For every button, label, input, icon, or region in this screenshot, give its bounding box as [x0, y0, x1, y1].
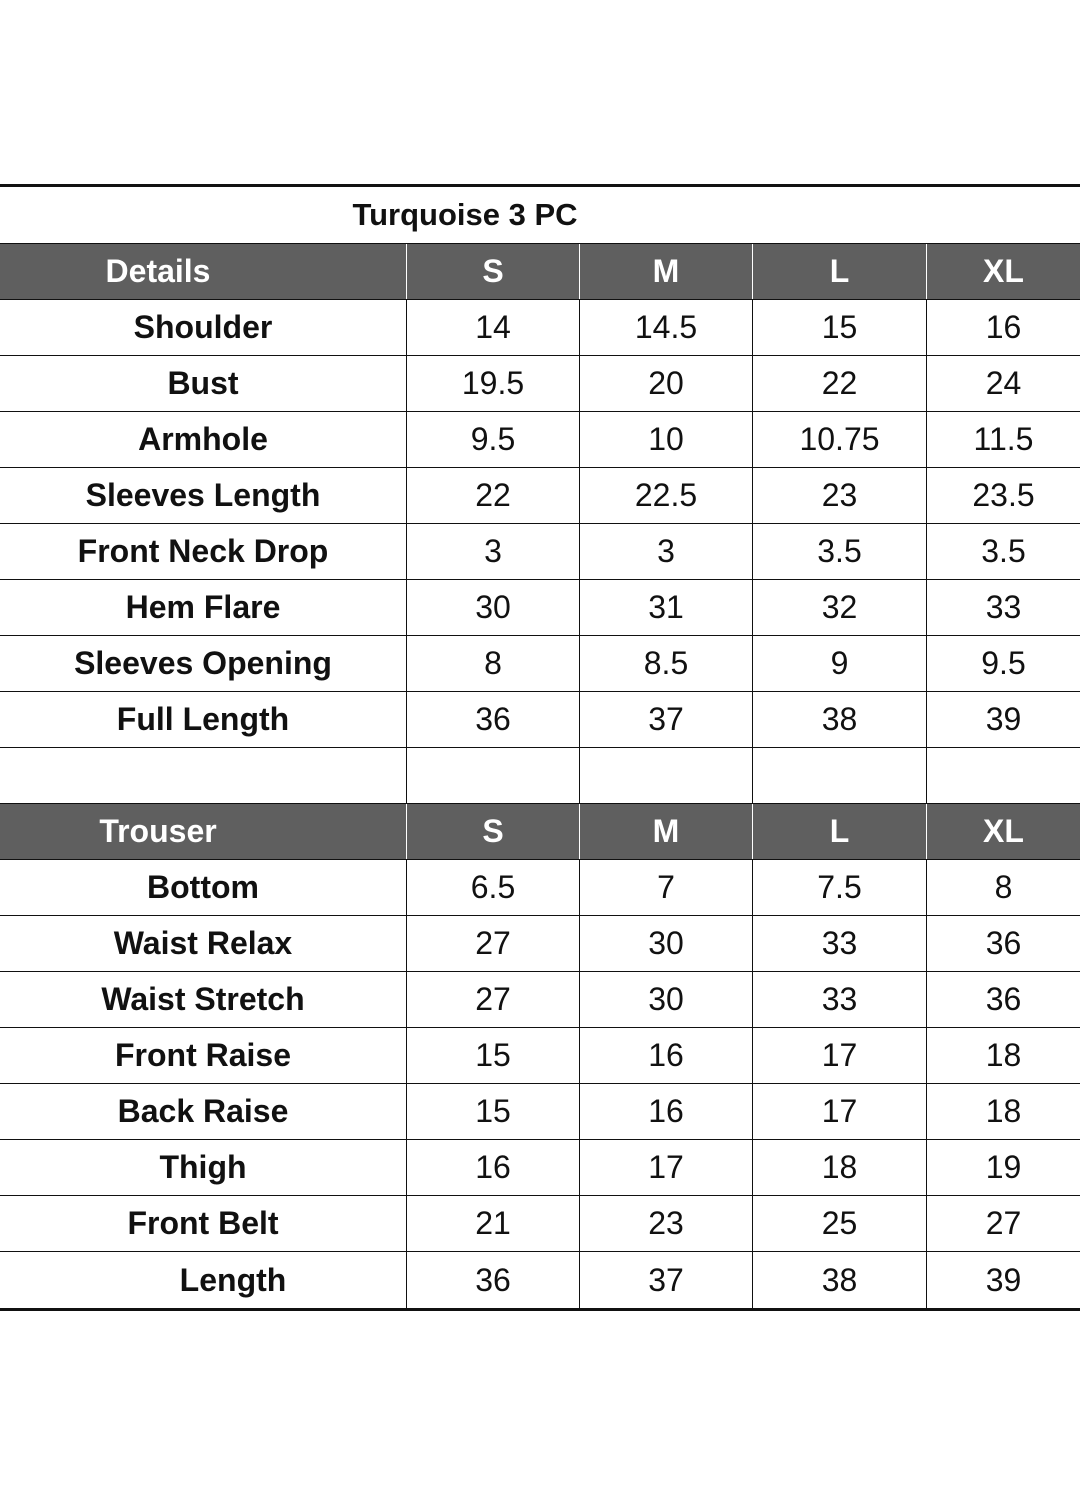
cell-value: 11.5 — [926, 412, 1080, 467]
cell-value: 30 — [579, 972, 752, 1027]
cell-value: 15 — [406, 1084, 579, 1139]
cell-value: 37 — [579, 1252, 752, 1308]
cell-value: 33 — [752, 916, 926, 971]
cell-value: 38 — [752, 692, 926, 747]
cell-value: 17 — [752, 1028, 926, 1083]
table-row — [0, 636, 1080, 692]
row-label: Bust — [167, 365, 239, 401]
table-row — [0, 916, 1080, 972]
cell-value: 15 — [406, 1028, 579, 1083]
spacer-row — [0, 748, 1080, 804]
cell-value: 37 — [579, 692, 752, 747]
cell-value: 16 — [926, 300, 1080, 355]
row-label: Front Belt — [127, 1205, 279, 1241]
row-label: Full Length — [116, 701, 290, 737]
details-header-row — [0, 244, 1080, 300]
row-label: Waist Stretch — [101, 981, 305, 1017]
cell-value: 22 — [752, 356, 926, 411]
cell-value: 19.5 — [406, 356, 579, 411]
table-row — [0, 1140, 1080, 1196]
table-row — [0, 300, 1080, 356]
size-chart-table — [0, 184, 1080, 1311]
row-label: Sleeves Length — [85, 477, 321, 513]
cell-value: 39 — [926, 692, 1080, 747]
cell-value: 8 — [926, 860, 1080, 915]
table-title-row — [0, 187, 1080, 244]
cell-value: 19 — [926, 1140, 1080, 1195]
cell-value: 16 — [579, 1028, 752, 1083]
table-row — [0, 972, 1080, 1028]
cell-value: 9 — [752, 636, 926, 691]
row-label: Thigh — [159, 1149, 247, 1185]
trouser-header-row — [0, 804, 1080, 860]
cell-value: 7 — [579, 860, 752, 915]
cell-value: 17 — [752, 1084, 926, 1139]
cell-value: 8.5 — [579, 636, 752, 691]
cell-value: 32 — [752, 580, 926, 635]
cell-value: 9.5 — [406, 412, 579, 467]
cell-value: 22 — [406, 468, 579, 523]
table-row — [0, 860, 1080, 916]
size-header-s: S — [406, 244, 579, 299]
cell-value: 39 — [926, 1252, 1080, 1308]
cell-value: 22.5 — [579, 468, 752, 523]
size-header-xl: XL — [926, 244, 1080, 299]
table-row — [0, 356, 1080, 412]
cell-value: 36 — [406, 1252, 579, 1308]
table-row — [0, 1028, 1080, 1084]
trouser-header-label: Trouser — [99, 813, 217, 849]
cell-value: 23 — [579, 1196, 752, 1251]
cell-value: 27 — [406, 916, 579, 971]
table-row — [0, 1252, 1080, 1308]
row-label: Length — [179, 1261, 287, 1298]
cell-value: 33 — [752, 972, 926, 1027]
row-label: Sleeves Opening — [74, 645, 332, 681]
cell-value: 38 — [752, 1252, 926, 1308]
cell-value: 27 — [926, 1196, 1080, 1251]
cell-value: 23.5 — [926, 468, 1080, 523]
table-row — [0, 580, 1080, 636]
empty-cell — [752, 748, 926, 803]
cell-value: 10.75 — [752, 412, 926, 467]
table-row — [0, 468, 1080, 524]
cell-value: 33 — [926, 580, 1080, 635]
table-row — [0, 1084, 1080, 1140]
table-row — [0, 524, 1080, 580]
cell-value: 30 — [406, 580, 579, 635]
cell-value: 17 — [579, 1140, 752, 1195]
cell-value: 10 — [579, 412, 752, 467]
cell-value: 3.5 — [926, 524, 1080, 579]
cell-value: 18 — [926, 1084, 1080, 1139]
cell-value: 27 — [406, 972, 579, 1027]
cell-value: 14.5 — [579, 300, 752, 355]
row-label: Hem Flare — [125, 589, 281, 625]
cell-value: 25 — [752, 1196, 926, 1251]
cell-value: 30 — [579, 916, 752, 971]
cell-value: 20 — [579, 356, 752, 411]
cell-value: 31 — [579, 580, 752, 635]
size-header-l: L — [752, 244, 926, 299]
size-header-l: L — [752, 804, 926, 859]
cell-value: 6.5 — [406, 860, 579, 915]
cell-value: 24 — [926, 356, 1080, 411]
table-row — [0, 692, 1080, 748]
cell-value: 21 — [406, 1196, 579, 1251]
cell-value: 18 — [752, 1140, 926, 1195]
table-title: Turquoise 3 PC — [352, 197, 578, 232]
table-row — [0, 1196, 1080, 1252]
size-header-s: S — [406, 804, 579, 859]
cell-value: 14 — [406, 300, 579, 355]
cell-value: 7.5 — [752, 860, 926, 915]
row-label: Shoulder — [133, 309, 273, 345]
cell-value: 36 — [406, 692, 579, 747]
cell-value: 3 — [406, 524, 579, 579]
cell-value: 8 — [406, 636, 579, 691]
cell-value: 18 — [926, 1028, 1080, 1083]
cell-value: 16 — [406, 1140, 579, 1195]
cell-value: 3 — [579, 524, 752, 579]
empty-cell — [0, 748, 406, 803]
cell-value: 15 — [752, 300, 926, 355]
cell-value: 9.5 — [926, 636, 1080, 691]
cell-value: 3.5 — [752, 524, 926, 579]
row-label: Back Raise — [117, 1093, 289, 1129]
cell-value: 16 — [579, 1084, 752, 1139]
table-row — [0, 412, 1080, 468]
row-label: Front Neck Drop — [77, 533, 329, 569]
empty-cell — [579, 748, 752, 803]
details-header-label: Details — [105, 253, 211, 289]
size-header-m: M — [579, 244, 752, 299]
cell-value: 23 — [752, 468, 926, 523]
row-label: Front Raise — [114, 1037, 292, 1073]
size-header-xl: XL — [926, 804, 1080, 859]
row-label: Armhole — [138, 421, 268, 457]
empty-cell — [406, 748, 579, 803]
size-header-m: M — [579, 804, 752, 859]
empty-cell — [926, 748, 1080, 803]
cell-value: 36 — [926, 972, 1080, 1027]
row-label: Bottom — [147, 869, 259, 905]
row-label: Waist Relax — [113, 925, 293, 961]
cell-value: 36 — [926, 916, 1080, 971]
